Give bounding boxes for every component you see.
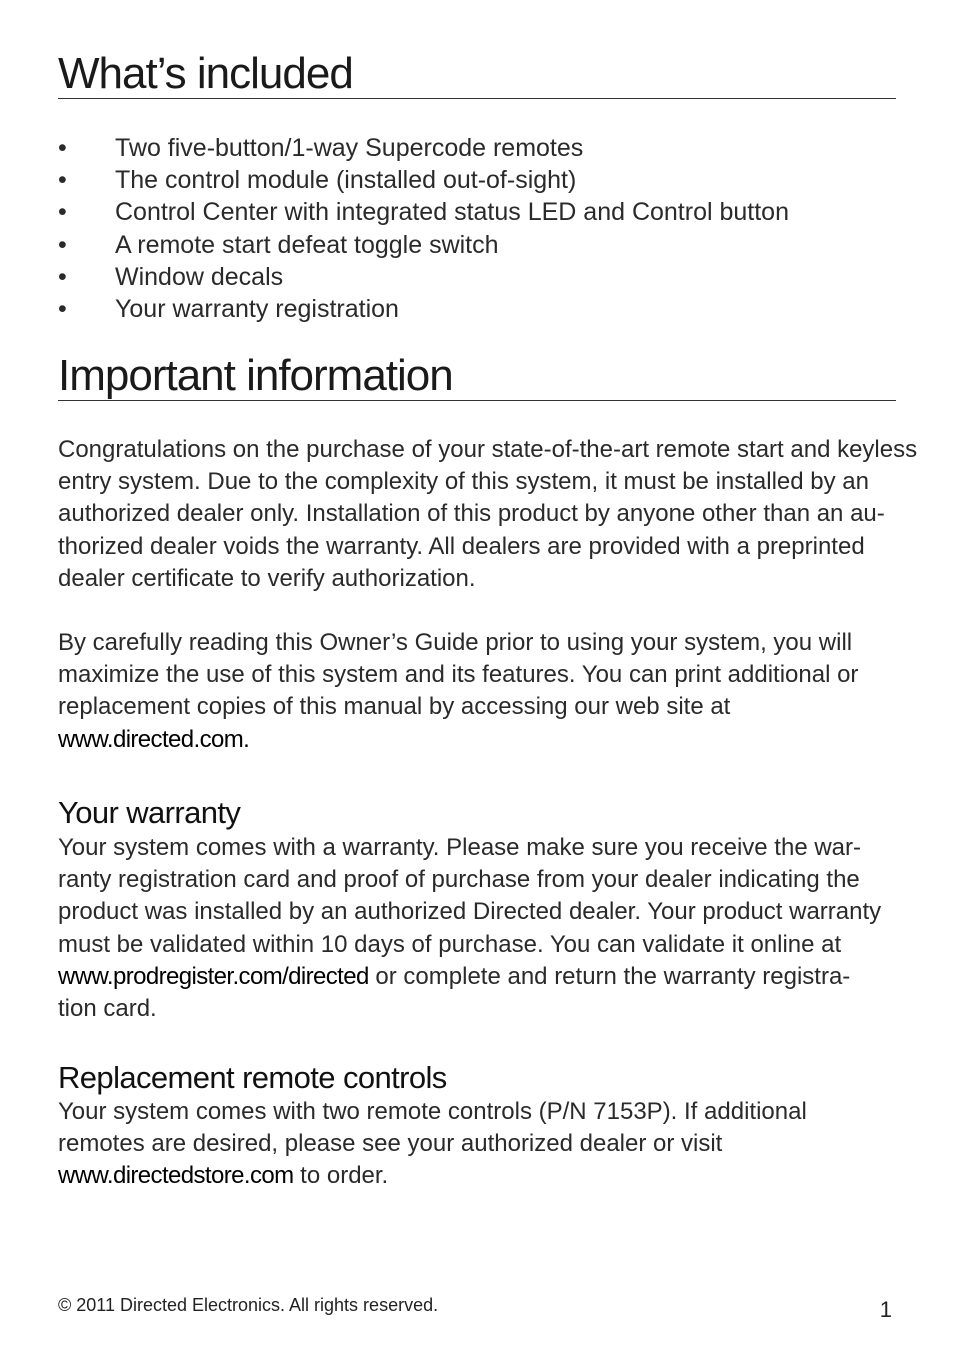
list-item	[58, 164, 896, 196]
bullet-icon: •	[58, 166, 67, 195]
list-item-text: The control module (installed out-of-sight)	[115, 166, 577, 195]
list-item	[58, 132, 896, 164]
paragraph-line: remotes are desired, please see your authorized dealer or visit	[58, 1130, 723, 1158]
list-item	[58, 293, 896, 325]
paragraph-line: authorized dealer only. Installation of this product by anyone other than an au-	[58, 500, 885, 528]
paragraph-line	[58, 1160, 896, 1192]
list-item-text: Two five-button/1-way Supercode remotes	[115, 134, 584, 162]
copyright-notice: © 2011 Directed Electronics. All rights reserved.	[58, 1295, 439, 1315]
list-item	[58, 229, 896, 261]
replacement-remotes-heading: Replacement remote controls	[58, 1060, 447, 1095]
paragraph-line	[58, 961, 896, 993]
included-items-list	[58, 132, 896, 325]
warranty-paragraph	[58, 832, 896, 1025]
paragraph-text: to order.	[293, 1162, 389, 1190]
whats-included-heading: What’s included	[58, 52, 896, 99]
paragraph-line: replacement copies of this manual by accessing our web site at	[58, 693, 731, 721]
list-item-text: Control Center with integrated status LED and Control button	[115, 198, 789, 227]
bullet-icon: •	[58, 294, 67, 323]
congratulations-paragraph	[58, 434, 918, 595]
list-item	[58, 261, 896, 293]
directedstore-link[interactable]: www.directedstore.com	[58, 1162, 294, 1190]
prodregister-link[interactable]: www.prodregister.com/directed	[58, 962, 369, 990]
list-item	[58, 196, 896, 228]
important-information-heading: Important information	[58, 354, 896, 401]
list-item-text: Your warranty registration	[115, 294, 399, 323]
paragraph-line: entry system. Due to the complexity of this system, it must be installed by an	[58, 468, 869, 496]
your-warranty-heading: Your warranty	[58, 795, 241, 830]
bullet-icon: •	[58, 262, 67, 291]
paragraph-line: dealer certificate to verify authorization.	[58, 564, 476, 592]
paragraph-line: tion card.	[58, 995, 157, 1023]
paragraph-line: Congratulations on the purchase of your state-of-the-art remote start and keyless	[58, 436, 918, 463]
list-item-text: A remote start defeat toggle switch	[115, 230, 499, 259]
bullet-icon: •	[58, 134, 67, 162]
paragraph-line: must be validated within 10 days of purchase. You can validate it online at	[58, 930, 842, 958]
directed-website-link[interactable]: www.directed.com.	[58, 725, 250, 753]
paragraph-line: product was installed by an authorized Directed dealer. Your product warranty	[58, 898, 882, 926]
paragraph-line: Your system comes with a warranty. Please make sure you receive the war-	[58, 834, 861, 861]
owners-guide-paragraph	[58, 627, 896, 756]
paragraph-line: By carefully reading this Owner’s Guide prior to using your system, you will	[58, 629, 853, 656]
page-number: 1	[879, 1297, 892, 1322]
paragraph-line: thorized dealer voids the warranty. All dealers are provided with a preprinted	[58, 532, 865, 560]
paragraph-line: maximize the use of this system and its features. You can print additional or	[58, 661, 859, 689]
bullet-icon: •	[58, 230, 67, 259]
bullet-icon: •	[58, 198, 67, 227]
replacement-remotes-paragraph	[58, 1096, 896, 1193]
paragraph-line: ranty registration card and proof of purchase from your dealer indicating the	[58, 866, 860, 894]
paragraph-text: or complete and return the warranty registra-	[368, 962, 851, 990]
paragraph-line: Your system comes with two remote controls (P/N 7153P). If additional	[58, 1098, 807, 1125]
list-item-text: Window decals	[115, 262, 284, 291]
